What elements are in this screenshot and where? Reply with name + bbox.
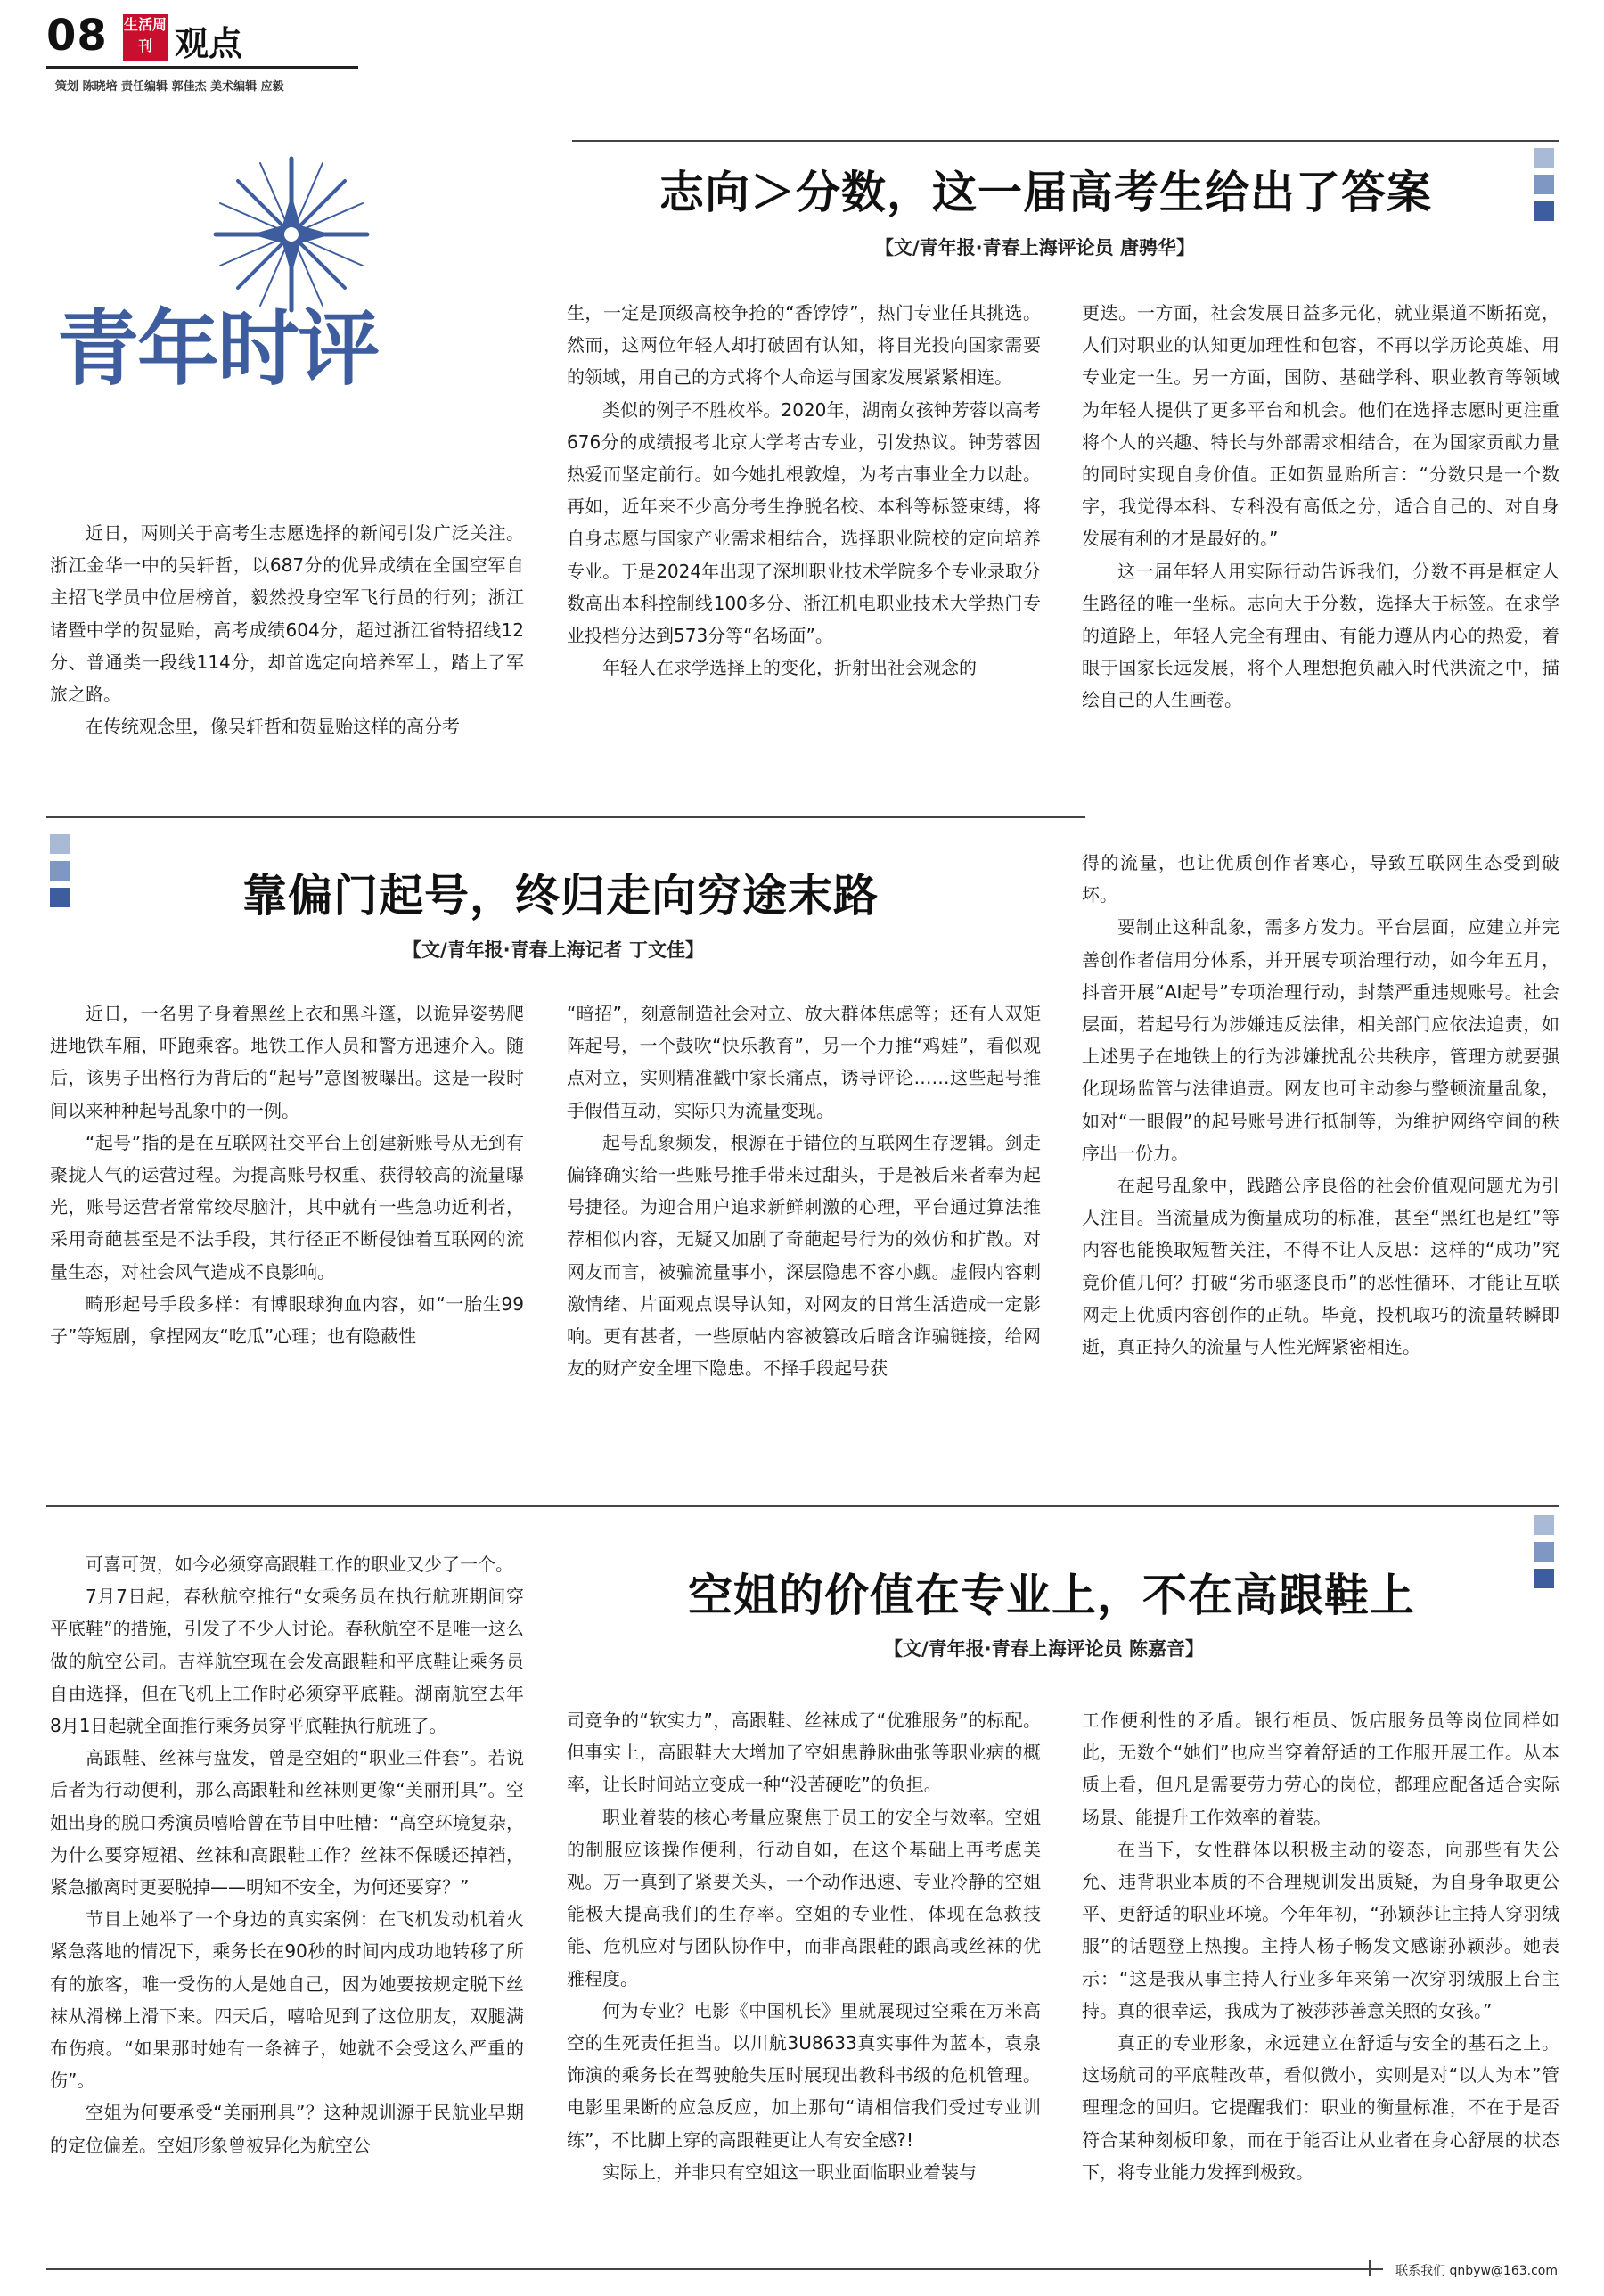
paragraph: 近日，两则关于高考生志愿选择的新闻引发广泛关注。浙江金华一中的吴轩哲，以687分的优异成绩在全国空军自主招飞学员中位居榜首，毅然投身空军飞行员的行列；浙江诸暨中学的贺显贻，高考成绩604分，超过浙江省特招线12分、普通类一段线114分，却首选定向培养军士，踏上了军旅之路。: [50, 522, 524, 706]
masthead-rule: [46, 66, 358, 69]
article2-col3: [1082, 847, 1559, 1363]
paragraph: 近日，一名男子身着黑丝上衣和黑斗篷，以诡异姿势爬进地铁车厢，吓跑乘客。地铁工作人员和警方迅速介入。随后，该男子出格行为背后的“起号”意图被曝出。这是一段时间以来种种起号乱象中的一例。: [50, 1003, 524, 1121]
article1-headline: 志向＞分数，这一届高考生给出了答案: [659, 166, 1432, 218]
decor-square: [1534, 201, 1554, 221]
decor-square: [50, 834, 70, 854]
paragraph: 在传统观念里，像吴轩哲和贺显贻这样的高分考: [86, 716, 460, 738]
decor-square: [50, 888, 70, 907]
paragraph: 在当下，女性群体以积极主动的姿态，向那些有失公允、违背职业本质的不合理规训发出质疑，为自身争取更公平、更舒适的职业环境。今年年初，“孙颖莎让主持人穿羽绒服”的话题登上热搜。主持人杨子畅发文感谢孙颖莎。她表示：“这是我从事主持人行业多年来第一次穿羽绒服上台主持。真的很幸运，我成为了被莎莎善意关照的女孩。”: [1082, 1838, 1559, 2021]
paragraph: 真正的专业形象，永远建立在舒适与安全的基石之上。这场航司的平底鞋改革，看似微小，实则是对“以人为本”管理理念的回归。它提醒我们：职业的衡量标准，不在于是否符合某种刻板印象，而在于能否让从业者在身心舒展的状态下，将专业能力发挥到极致。: [1082, 2032, 1559, 2183]
paragraph: 实际上，并非只有空姐这一职业面临职业着装与: [602, 2161, 977, 2183]
paragraph: 得的流量，也让优质创作者寒心，导致互联网生态受到破坏。: [1082, 852, 1559, 906]
page-number: 08: [46, 11, 108, 61]
paragraph: 可喜可贺，如今必须穿高跟鞋工作的职业又少了一个。: [86, 1554, 513, 1575]
paragraph: 在起号乱象中，践踏公序良俗的社会价值观问题尤为引人注目。当流量成为衡量成功的标准，甚至“黑红也是红”等内容也能换取短暂关注，不得不让人反思：这样的“成功”究竟价值几何？打破“劣币驱逐良币”的恶性循环，才能让互联网走上优质内容创作的正轨。毕竟，投机取巧的流量转瞬即逝，真正持久的流量与人性光辉紧密相连。: [1082, 1175, 1559, 1358]
decor-square: [1534, 148, 1554, 168]
article2-byline: 【文/青年报·青春上海记者 丁文佳】: [403, 939, 704, 961]
newspaper-logo: 生活周刊: [123, 14, 168, 61]
section-title: 观点: [175, 23, 243, 63]
article3-headline: 空姐的价值在专业上，不在高跟鞋上: [688, 1569, 1415, 1621]
article3-byline: 【文/青年报·青春上海评论员 陈嘉音】: [884, 1638, 1204, 1660]
paragraph: 年轻人在求学选择上的变化，折射出社会观念的: [602, 657, 977, 679]
paragraph: 节目上她举了一个身边的真实案例：在飞机发动机着火紧急落地的情况下，乘务长在90秒的时间内成功地转移了所有的旅客，唯一受伤的人是她自己，因为她要按规定脱下丝袜从滑梯上滑下来。四天后，嘻哈见到了这位朋友，双腿满布伤痕。“如果那时她有一条裤子，她就不会受这么严重的伤”。: [50, 1908, 524, 2092]
article3-col2: [567, 1704, 1041, 2188]
article2-col2: [567, 997, 1041, 1384]
article2-headline: 靠偏门起号，终归走向穷途末路: [242, 869, 879, 922]
article1-byline: 【文/青年报·青春上海评论员 唐骋华】: [875, 237, 1195, 258]
paragraph: 空姐为何要承受“美丽刑具”？这种规训源于民航业早期的定位偏差。空姐形象曾被异化为航空公: [50, 2102, 524, 2156]
paragraph: 职业着装的核心考量应聚焦于员工的安全与效率。空姐的制服应该操作便利，行动自如，在这个基础上再考虑美观。万一真到了紧要关头，一个动作迅速、专业冷静的空姐能极大提高我们的生存率。空姐的专业性，体现在急救技能、危机应对与团队协作中，而非高跟鞋的跟高或丝袜的优雅程度。: [567, 1806, 1041, 1989]
decor-square: [1534, 1515, 1554, 1535]
article3-col3: [1082, 1704, 1559, 2188]
decor-square: [1534, 1542, 1554, 1562]
column-brand-title: 青年时评: [57, 301, 379, 397]
paragraph: 工作便利性的矛盾。银行柜员、饭店服务员等岗位同样如此，无数个“她们”也应当穿着舒适的工作服开展工作。从本质上看，但凡是需要劳力劳心的岗位，都理应配备适合实际场景、能提升工作效率的着装。: [1082, 1710, 1559, 1828]
paragraph: 起号乱象频发，根源在于错位的互联网生存逻辑。剑走偏锋确实给一些账号推手带来过甜头，于是被后来者奉为起号捷径。为迎合用户追求新鲜刺激的心理，平台通过算法推荐相似内容，无疑又加剧了奇葩起号行为的效仿和扩散。对网友而言，被骗流量事小，深层隐患不容小觑。虚假内容刺激情绪、片面观点误导认知，对网友的日常生活造成一定影响。更有甚者，一些原帖内容被篡改后暗含诈骗链接，给网友的财产安全埋下隐患。不择手段起号获: [567, 1131, 1041, 1380]
paragraph: 7月7日起，春秋航空推行“女乘务员在执行航班期间穿平底鞋”的措施，引发了不少人讨论。春秋航空不是唯一这么做的航空公司。吉祥航空现在会发高跟鞋和平底鞋让乘务员自由选择，但在飞机上工作时必须穿平底鞋。湖南航空去年8月1日起就全面推行乘务员穿平底鞋执行航班了。: [50, 1586, 524, 1737]
paragraph: “暗招”，刻意制造社会对立、放大群体焦虑等；还有人双矩阵起号，一个鼓吹“快乐教育”，另一个力推“鸡娃”，看似观点对立，实则精准戳中家长痛点，诱导评论……这些起号推手假借互动，实际只为流量变现。: [567, 1003, 1041, 1121]
article3-col1: [50, 1548, 524, 2161]
article3-top-rule: [46, 1505, 1559, 1507]
article1-col2: [567, 297, 1041, 684]
article2-col1: [50, 997, 524, 1352]
paragraph: 司竞争的“软实力”，高跟鞋、丝袜成了“优雅服务”的标配。但事实上，高跟鞋大大增加了空姐患静脉曲张等职业病的概率，让长时间站立变成一种“没苦硬吃”的负担。: [567, 1710, 1041, 1796]
article1-col1: [50, 517, 524, 742]
decor-square: [1534, 175, 1554, 194]
footer-divider: [1369, 2260, 1371, 2276]
article2-top-rule: [46, 816, 1085, 818]
editorial-credits: 策划 陈晓培 责任编辑 郭佳杰 美术编辑 应毅: [55, 80, 284, 94]
article1-col3: [1082, 297, 1559, 717]
paragraph: 高跟鞋、丝袜与盘发，曾是空姐的“职业三件套”。若说后者为行动便利，那么高跟鞋和丝袜则更像“美丽刑具”。空姐出身的脱口秀演员嘻哈曾在节目中吐槽：“高空环境复杂，为什么要穿短裙、丝袜和高跟鞋工作？丝袜不保暖还掉裆，紧急撤离时更要脱掉——明知不安全，为何还要穿？”: [50, 1747, 524, 1898]
paragraph: 生，一定是顶级高校争抢的“香饽饽”，热门专业任其挑选。然而，这两位年轻人却打破固有认知，将目光投向国家需要的领域，用自己的方式将个人命运与国家发展紧紧相连。: [567, 302, 1041, 389]
decor-square: [1534, 1569, 1554, 1588]
paragraph: 更迭。一方面，社会发展日益多元化，就业渠道不断拓宽，人们对职业的认知更加理性和包容，不再以学历论英雄、用专业定一生。另一方面，国防、基础学科、职业教育等领域为年轻人提供了更多平台和机会。他们在选择志愿时更注重将个人的兴趣、特长与外部需求相结合，在为国家贡献力量的同时实现自身价值。正如贺显贻所言：“分数只是一个数字，我觉得本科、专科没有高低之分，适合自己的、对自身发展有利的才是最好的。”: [1082, 302, 1559, 550]
footer-contact: 联系我们 qnbyw@163.com: [1395, 2264, 1558, 2278]
paragraph: 何为专业？电影《中国机长》里就展现过空乘在万米高空的生死责任担当。以川航3U8633真实事件为蓝本，袁泉饰演的乘务长在驾驶舱失压时展现出教科书级的危机管理。电影里果断的应急反应，加上那句“请相信我们受过专业训练”，不比脚上穿的高跟鞋更让人有安全感?!: [567, 1999, 1041, 2151]
paragraph: “起号”指的是在互联网社交平台上创建新账号从无到有聚拢人气的运营过程。为提高账号权重、获得较高的流量曝光，账号运营者常常绞尽脑汁，其中就有一些急功近利者，采用奇葩甚至是不法手段，其行径正不断侵蚀着互联网的流量生态，对社会风气造成不良影响。: [50, 1131, 524, 1283]
footer-rule: [46, 2268, 1383, 2270]
paragraph: 这一届年轻人用实际行动告诉我们，分数不再是框定人生路径的唯一坐标。志向大于分数，选择大于标签。在求学的道路上，年轻人完全有理由、有能力遵从内心的热爱，着眼于国家长远发展，将个人理想抱负融入时代洪流之中，描绘自己的人生画卷。: [1082, 560, 1559, 711]
paragraph: 类似的例子不胜枚举。2020年，湖南女孩钟芳蓉以高考676分的成绩报考北京大学考古专业，引发热议。钟芳蓉因热爱而坚定前行。如今她扎根敦煌，为考古事业全力以赴。再如，近年来不少高分考生挣脱名校、本科等标签束缚，将自身志愿与国家产业需求相结合，选择职业院校的定向培养专业。于是2024年出现了深圳职业技术学院多个专业录取分数高出本科控制线100多分、浙江机电职业技术大学热门专业投档分达到573分等“名场面”。: [567, 398, 1041, 647]
article1-top-rule: [572, 140, 1559, 142]
paragraph: 要制止这种乱象，需多方发力。平台层面，应建立并完善创作者信用分体系，并开展专项治理行动，如今年五月，抖音开展“AI起号”专项治理行动，封禁严重违规账号。社会层面，若起号行为涉嫌违反法律，相关部门应依法追责，如上述男子在地铁上的行为涉嫌扰乱公共秩序，管理方就要强化现场监管与法律追责。网友也可主动参与整顿流量乱象，如对“一眼假”的起号账号进行抵制等，为维护网络空间的秩序出一份力。: [1082, 916, 1559, 1164]
paragraph: 畸形起号手段多样：有博眼球狗血内容，如“一胎生99子”等短剧，拿捏网友“吃瓜”心理；也有隐蔽性: [50, 1292, 524, 1348]
decor-square: [50, 861, 70, 881]
